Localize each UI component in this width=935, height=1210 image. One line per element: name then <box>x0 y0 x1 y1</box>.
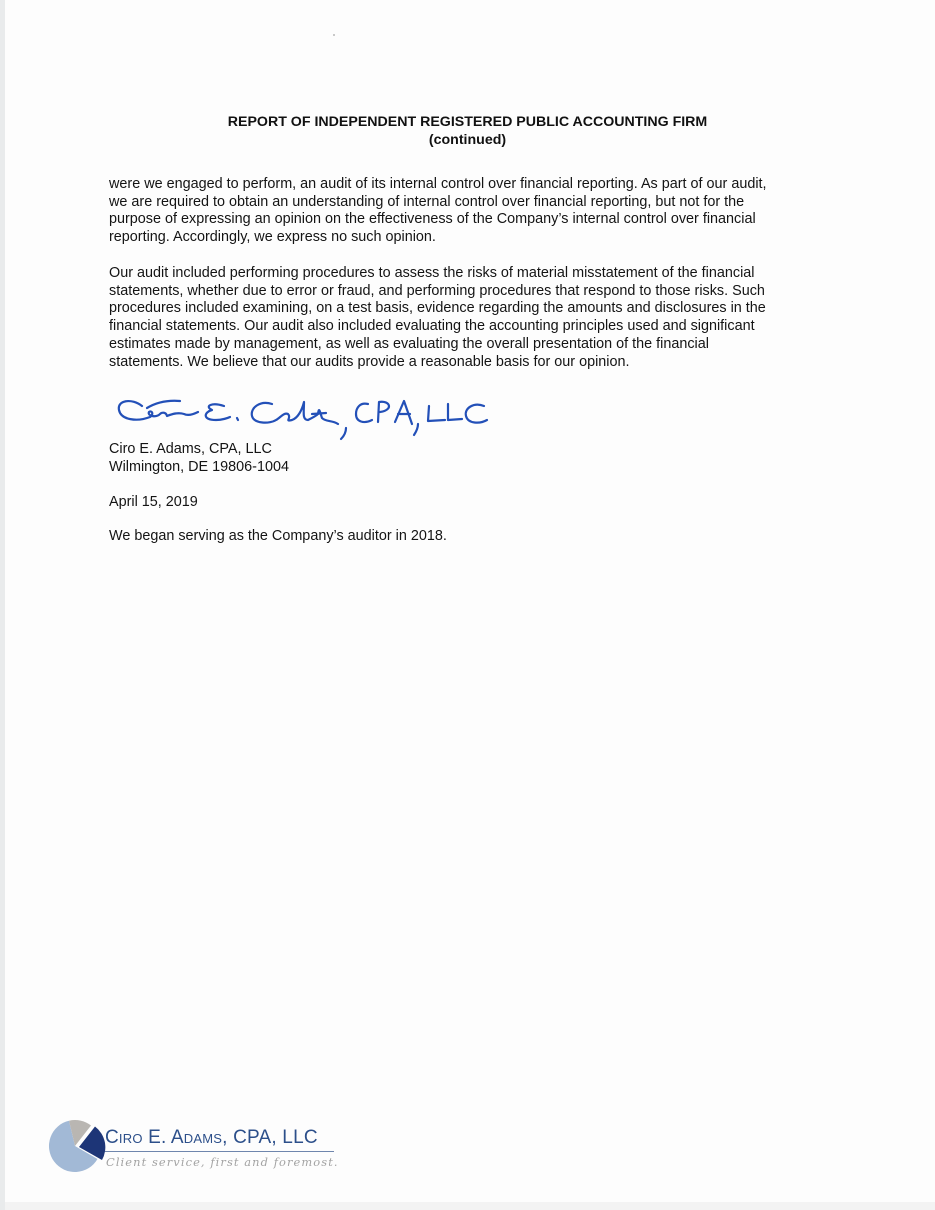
signature-stroke <box>341 428 346 439</box>
paragraph-line: procedures included examining, on a test basis, evidence regarding the amounts and disclosures in the <box>109 300 766 317</box>
firm-logo <box>46 1117 346 1177</box>
signature-stroke <box>147 401 180 408</box>
pie-chart-logo-icon <box>46 1117 106 1175</box>
signature-stroke <box>414 424 418 435</box>
scan-speck <box>333 34 335 36</box>
signature-stroke <box>428 406 445 421</box>
paragraph-line: purpose of expressing an opinion on the effectiveness of the Company’s internal control over financial <box>109 211 756 228</box>
paragraph-line: statements. We believe that our audits provide a reasonable basis for our opinion. <box>109 353 630 370</box>
report-title: REPORT OF INDEPENDENT REGISTERED PUBLIC ACCOUNTING FIRM <box>227 114 708 130</box>
signer-location: Wilmington, DE 19806-1004 <box>109 458 289 475</box>
paragraph-line: estimates made by management, as well as evaluating the overall presentation of the financial <box>109 335 709 352</box>
report-date-text: April 15, 2019 <box>109 494 198 510</box>
logo-divider <box>105 1151 334 1152</box>
paragraph-line: statements, whether due to error or fraud, and performing procedures that respond to those risks. Such <box>109 282 765 299</box>
paragraph-line: financial statements. Our audit also included evaluating the accounting principles used and significant <box>109 318 755 335</box>
signature-stroke <box>356 404 372 422</box>
report-subtitle: (continued) <box>428 132 507 148</box>
signature-stroke <box>395 401 412 424</box>
signature-stroke <box>448 404 462 420</box>
paragraph-line: reporting. Accordingly, we express no such opinion. <box>109 229 436 246</box>
report-date <box>109 494 829 512</box>
signature-stroke <box>206 404 230 420</box>
auditor-tenure <box>109 528 829 546</box>
paragraph-line: we are required to obtain an understanding of internal control over financial reporting, but not for the <box>109 193 745 210</box>
handwritten-signature <box>112 392 497 444</box>
logo-firm-name: Ciro E. Adams, CPA, LLC <box>105 1127 318 1148</box>
signature-stroke <box>312 413 326 414</box>
auditor-tenure-text: We began serving as the Company’s auditor in 2018. <box>109 528 447 544</box>
logo-tagline: Client service, first and foremost. <box>106 1155 339 1169</box>
paragraph-line: Our audit included performing procedures to assess the risks of material misstatement of the financial <box>109 265 755 281</box>
signature-stroke <box>466 405 487 423</box>
paragraph-internal-control <box>109 176 829 247</box>
signer-block <box>109 441 829 476</box>
report-heading <box>0 113 935 149</box>
signature-stroke <box>378 402 389 422</box>
signer-firm-name: Ciro E. Adams, CPA, LLC <box>109 441 272 457</box>
signature-stroke <box>237 418 238 420</box>
paragraph-line: were we engaged to perform, an audit of its internal control over financial reporting. As part of our audit, <box>109 176 767 192</box>
paragraph-audit-procedures <box>109 265 829 371</box>
